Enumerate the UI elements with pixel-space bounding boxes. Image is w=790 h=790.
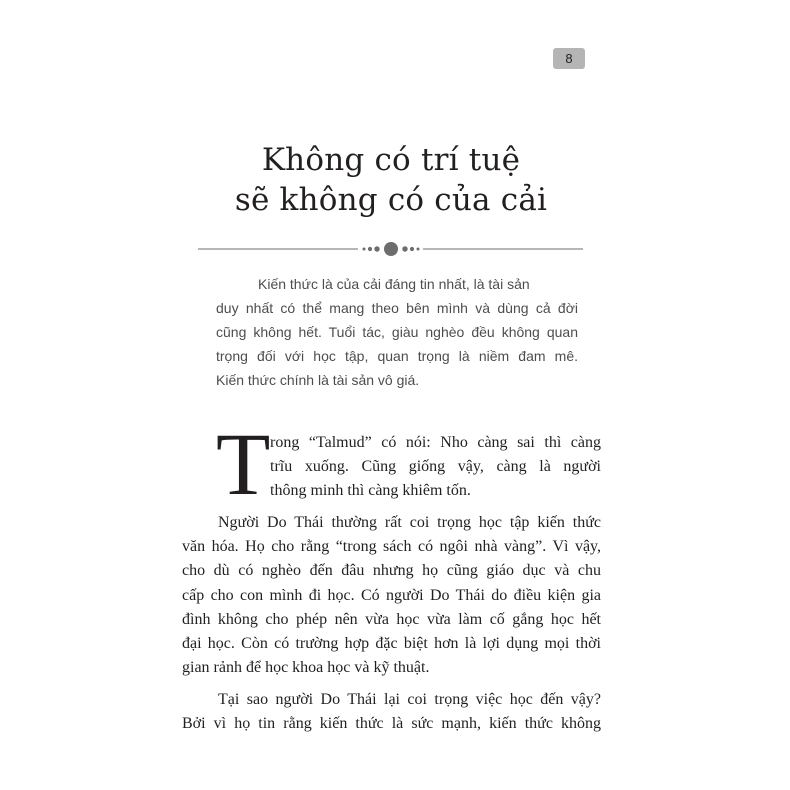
chapter-title-line-2: sẽ không có của cải (234, 182, 548, 218)
chapter-title (0, 140, 782, 220)
intro-line: Kiến thức chính là tài sản vô giá. (216, 372, 420, 388)
divider-dot-right-medium (410, 247, 414, 251)
body-line: Người Do Thái thường rất coi trọng học tập kiến thức (218, 514, 601, 531)
body-line: cấp cho con mình đi học. Có người Do Thái do điều kiện gia (182, 586, 601, 604)
title-divider-ornament (190, 239, 590, 259)
body-line: rong “Talmud” có nói: Nho càng sai thì càng (270, 434, 601, 451)
intro-line: trọng đối với học tập, quan trọng là niềm đam mê. (216, 348, 578, 364)
chapter-title-line-1: Không có trí tuệ (261, 142, 521, 178)
body-paragraph-1 (270, 431, 601, 503)
chapter-intro (216, 272, 578, 392)
body-line: đại học. Còn có trường hợp đặc biệt hơn là lợi dụng mọi thời (182, 635, 601, 653)
intro-line: cũng không hết. Tuổi tác, giàu nghèo đều không quan (216, 324, 578, 340)
body-line: trĩu xuống. Cũng giống vậy, càng là người (270, 458, 601, 475)
body-line: Bởi vì họ tin rằng kiến thức là sức mạnh, kiến thức không (182, 715, 601, 733)
divider-dot-right-large (402, 246, 407, 251)
drop-cap-letter: T (216, 416, 271, 514)
body-paragraph-3 (182, 688, 601, 736)
body-line: Tại sao người Do Thái lại coi trọng việc học đến vậy? (218, 691, 601, 708)
divider-dot-left-large (374, 246, 379, 251)
intro-line: Kiến thức là của cải đáng tin nhất, là tài sản (258, 276, 530, 292)
body-line: cho dù có nghèo đến đâu nhưng họ cũng giáo dục và chu (182, 562, 601, 580)
intro-line: duy nhất có thể mang theo bên mình và dùng cả đời (216, 300, 578, 316)
divider-dot-left-medium (368, 247, 372, 251)
page-number-badge: 8 (553, 48, 585, 69)
body-line: đình không cho phép nên vừa học vừa làm cố gắng học hết (182, 610, 601, 628)
divider-center-circle (384, 242, 398, 256)
divider-dot-left-small (363, 248, 366, 251)
body-line: gian rảnh để học khoa học và kỹ thuật. (182, 659, 430, 677)
body-paragraph-2 (182, 511, 601, 680)
divider-dot-right-small (417, 248, 420, 251)
body-line: văn hóa. Họ cho rằng “trong sách có ngôi nhà vàng”. Vì vậy, (182, 538, 601, 556)
body-line: thông minh thì càng khiêm tốn. (270, 482, 471, 499)
